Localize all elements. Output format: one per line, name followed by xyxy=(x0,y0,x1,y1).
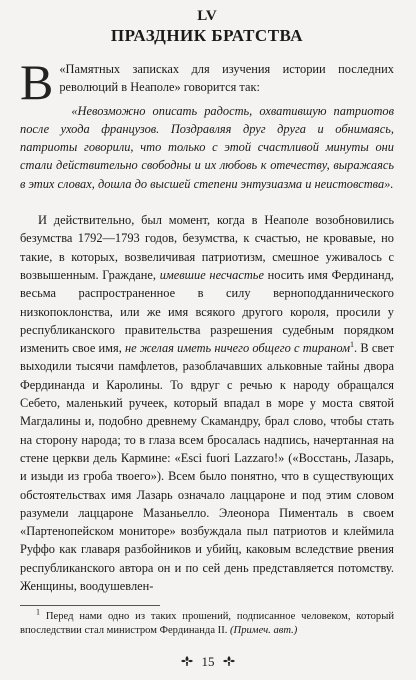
body-text-1: И действительно, был момент, когда в Неаполе возобновились безумства 1792—1793 годов, безумства, к счастью, не кровавые, но такие, в которых, возвеличивая патриотизм, смешное уживалось с возвышенным. Граждане, xyxy=(20,213,394,282)
footnote-mark: 1 xyxy=(36,607,40,617)
chapter-title: ПРАЗДНИК БРАТСТВА xyxy=(110,26,304,45)
footnote-reference: 1 xyxy=(350,340,355,350)
lead-paragraph xyxy=(20,54,394,110)
fleuron-icon xyxy=(180,655,194,667)
footnote-author-note: (Примеч. авт.) xyxy=(230,625,298,637)
body-paragraph xyxy=(20,211,394,595)
footnote-divider xyxy=(20,605,160,606)
body-text-3: . В свет выходили тысячи памфлетов, разоблачавших альковные тайны двора Фердинанда и Каролины. То вдруг с речью к народу обращался Себето, маленький ручеек, который впадал в море у моста святой Магдалины и, подобно древнему Скамандру, брал слово, чтобы стать на сторону народа; то в глаза всем бросалась надпись, начертанная на стене церкви дель Кармине: «Esci fuori Lazzaro!» («Восстань, Лазарь, и изыди из гроба твоего»). Всем было понятно, что в существующих обстоятельствах имя Лазарь означало лаццароне и под этим словом разумели лаццароне Мазаньелло. Элеонора Пименталь в своем «Партенопейском мониторе» возбуждала пыл патриотов и клеймила Руффо как главаря разбойников и убийц, каковым вследствие рвения республиканского автора он и по сей день представляется потомству. Женщины, воодушевлен- xyxy=(20,341,395,594)
body-italic-2: не желая иметь ничего общего с тираном xyxy=(125,341,351,356)
body-italic-1: имевшие несчастье xyxy=(159,267,264,282)
fleuron-icon xyxy=(222,655,236,667)
page-number: 15 xyxy=(201,654,215,669)
footnote-text: Перед нами одно из таких прошений, подписанное человеком, который впоследствии стал министром Фердинанда II. xyxy=(20,611,394,637)
quoted-passage: «Невозможно описать радость, охватившую патриотов после ухода французов. Поздравляя друг друга и обнимаясь, патриоты говорили, что только с этой счастливой минуты они стали действительно свободны и их любовь к отечеству, выражаясь в этих словах, дошла до высшей степени энтузиазма и неистовства». xyxy=(20,103,394,191)
page-footer xyxy=(0,654,416,670)
footnote xyxy=(20,607,394,638)
chapter-number: LV xyxy=(197,8,217,24)
body-text-2: носить имя Фердинанд, весьма распространенное в силу верноподданнического низкопоклонства, или же имя всякого другого короля, просили у республиканского правительства разрешения судебным порядком изменить свое имя, xyxy=(20,267,395,356)
lead-text: «Памятных записках для изучения истории последних революций в Неаполе» говорится так: xyxy=(59,62,394,95)
drop-cap: В xyxy=(20,54,54,110)
